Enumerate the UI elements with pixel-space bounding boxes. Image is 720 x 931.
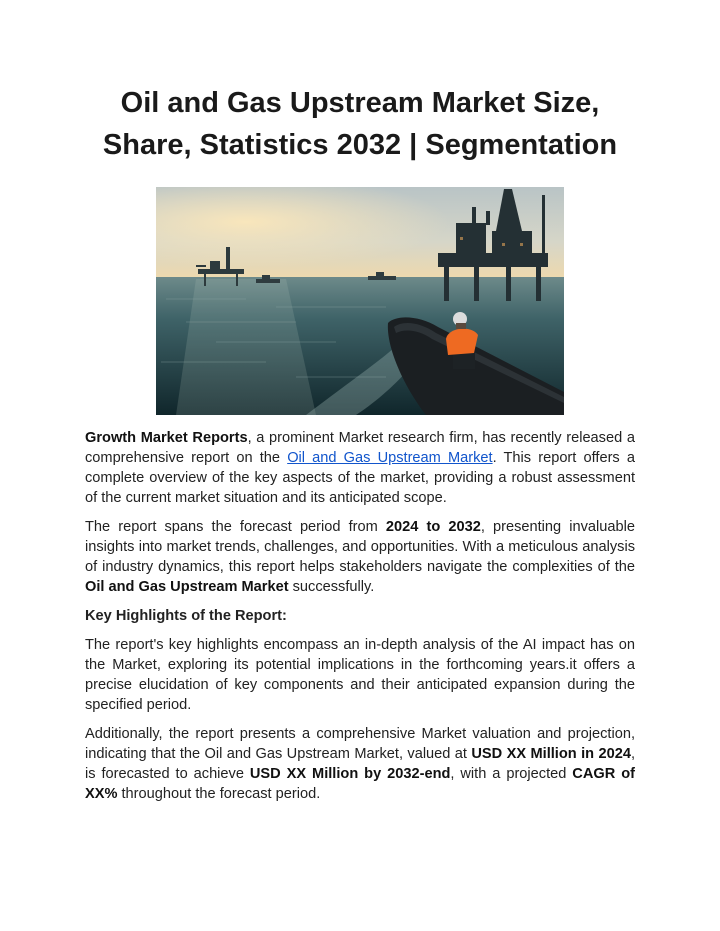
market-report-link[interactable]: Oil and Gas Upstream Market	[287, 450, 493, 466]
forecast-period: 2024 to 2032	[385, 519, 481, 535]
page-title	[60, 82, 660, 166]
forecast-paragraph: The report spans the forecast period from 2024 to 2032, presenting invaluable insights into market trends, challenges, and opportunities. With a meticulous analysis of industry dynamics, this report helps stakeholders navigate the complexities of the Oil and Gas Upstream Market successfully.	[85, 519, 635, 595]
article-body	[85, 428, 635, 813]
cagr-value: CAGR of XX%	[85, 766, 635, 802]
highlights-heading: Key Highlights of the Report:	[85, 608, 287, 624]
firm-name: Growth Market Reports	[85, 430, 248, 446]
market-name: Oil and Gas Upstream Market	[85, 579, 289, 595]
value-2032: USD XX Million by 2032-end	[249, 766, 451, 782]
value-2024: USD XX Million in 2024	[471, 746, 631, 762]
valuation-paragraph: Additionally, the report presents a comprehensive Market valuation and projection, indicating that the Oil and Gas Upstream Market, valued at USD XX Million in 2024, is forecasted to achieve USD XX Million by 2032-end, with a projected CAGR of XX% throughout the forecast period.	[85, 726, 635, 802]
title-line-2: Share, Statistics 2032 | Segmentation	[102, 129, 618, 161]
offshore-oil-rig-photo	[156, 187, 564, 415]
highlights-paragraph: The report's key highlights encompass an in-depth analysis of the AI impact has on the Market, exploring its potential implications in the forthcoming years.it offers a precise elucidation of key components and their anticipated expansion during the specified period.	[85, 637, 635, 713]
intro-paragraph: Growth Market Reports, a prominent Market research firm, has recently released a comprehensive report on the Oil and Gas Upstream Market. This report offers a complete overview of the key aspects of the market, providing a robust assessment of the current market situation and its anticipated scope.	[85, 430, 635, 506]
title-line-1: Oil and Gas Upstream Market Size,	[120, 87, 600, 119]
